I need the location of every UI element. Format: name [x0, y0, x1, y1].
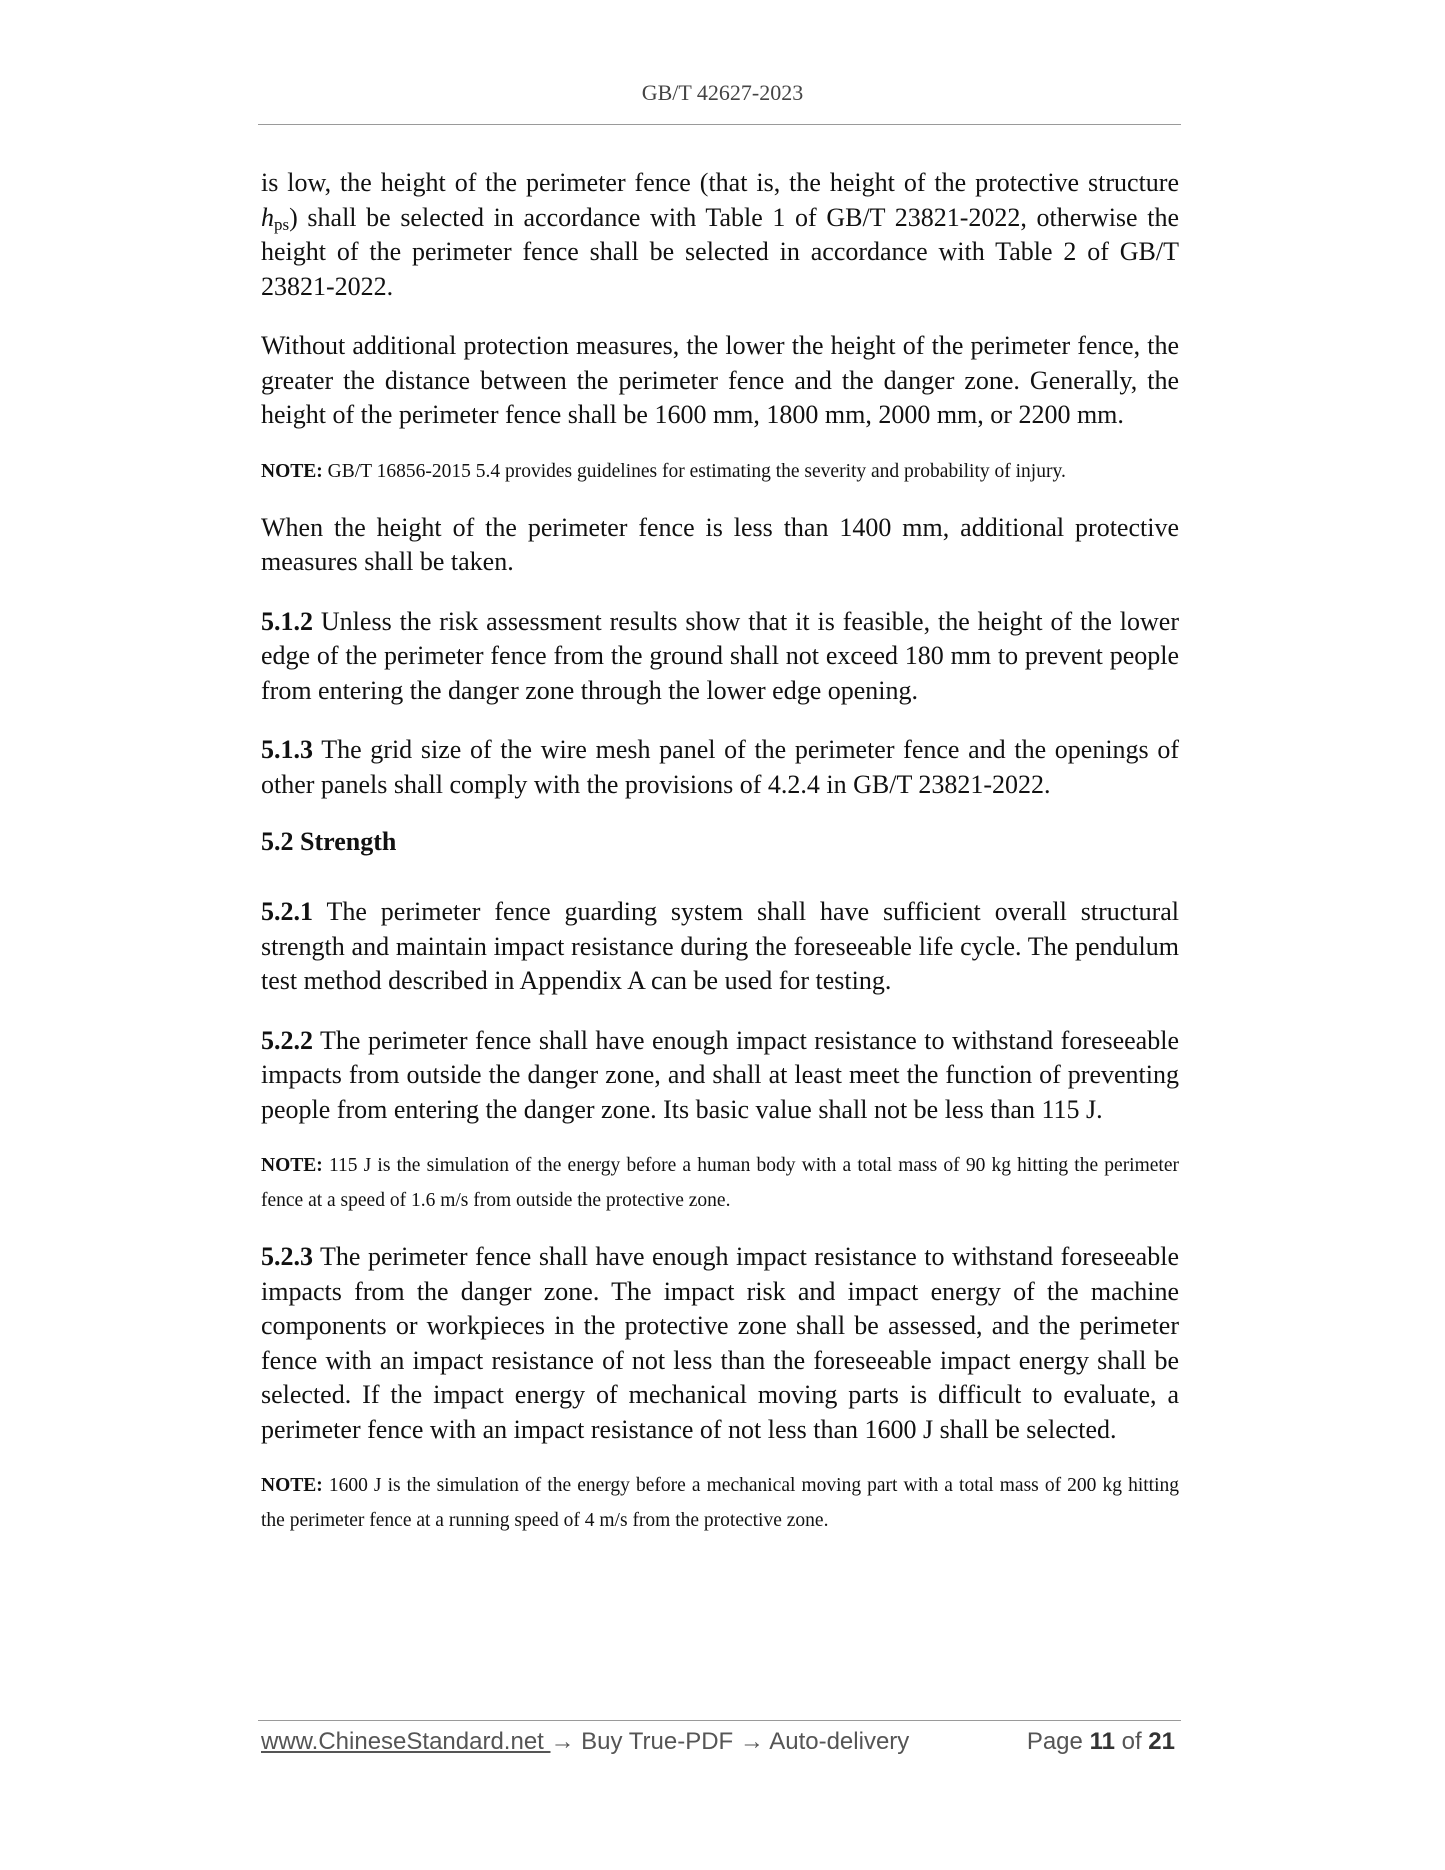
clause-5-1-2 [261, 605, 1179, 709]
paragraph-fence-height-table [261, 166, 1179, 304]
section-heading-strength: 5.2 Strength [261, 827, 397, 856]
clause-5-1-3 [261, 733, 1179, 802]
clause-number: 5.1.2 [261, 606, 313, 636]
page-of-label: of [1121, 1728, 1142, 1755]
paragraph-additional-measures: When the height of the perimeter fence is less than 1400 mm, additional protective measures shall be taken. [261, 512, 1179, 576]
page-total: 21 [1148, 1728, 1175, 1755]
clause-number: 5.2.3 [261, 1242, 313, 1271]
clause-text: The perimeter fence shall have enough impact resistance to withstand foreseeable impacts from the danger zone. The impact risk and impact energy of the machine components or workpieces in the protective zone shall be assessed, and the perimeter fence with an impact resistance of not less than the foreseeable impact energy shall be selected. If the impact energy of mechanical moving parts is difficult to evaluate, a perimeter fence with an impact resistance of not less than 1600 J shall be selected. [261, 1242, 1179, 1444]
note-injury-estimation [261, 454, 1179, 489]
note-115j [261, 1148, 1179, 1218]
page-content [261, 166, 1179, 1560]
note-label: NOTE: [261, 1155, 323, 1176]
page-label: Page [1026, 1728, 1083, 1755]
clause-5-2-3 [261, 1240, 1179, 1447]
symbol-subscript-ps: ps [274, 214, 290, 234]
clause-number: 5.1.3 [261, 735, 313, 764]
page-current: 11 [1089, 1728, 1115, 1755]
note-text: GB/T 16856-2015 5.4 provides guidelines for estimating the severity and probability of injury. [322, 460, 1066, 482]
page-indicator [1027, 1728, 1175, 1756]
paragraph-text: is low, the height of the perimeter fence (that is, the height of the protective structure [261, 168, 1179, 197]
page-footer [261, 1728, 1179, 1762]
note-1600j [261, 1468, 1179, 1538]
clause-text: The grid size of the wire mesh panel of the perimeter fence and the openings of other panels shall comply with the provisions of 4.2.4 in GB/T 23821-2022. [261, 735, 1179, 799]
document-header-title: GB/T 42627-2023 [641, 80, 804, 105]
note-text: 1600 J is the simulation of the energy before a mechanical moving part with a total mass of 200 kg hitting the perimeter fence at a running speed of 4 m/s from the protective zone. [261, 1475, 1179, 1531]
symbol-h: h [261, 202, 274, 232]
clause-number: 5.2.2 [261, 1025, 313, 1055]
clause-text: Unless the risk assessment results show that it is feasible, the height of the lower edge of the perimeter fence from the ground shall not exceed 180 mm to prevent people from entering the danger zone through the lower edge opening. [261, 606, 1179, 705]
note-text: 115 J is the simulation of the energy before a human body with a total mass of 90 kg hitting the perimeter fence at a speed of 1.6 m/s from outside the protective zone. [261, 1155, 1179, 1211]
note-label: NOTE: [261, 460, 323, 482]
footer-promo-text: → Buy True-PDF → Auto-delivery [550, 1728, 910, 1755]
clause-5-2-1 [261, 895, 1179, 999]
paragraph-text: ) shall be selected in accordance with Table 1 of GB/T 23821-2022, otherwise the height of the perimeter fence shall be selected in accordance with Table 2 of GB/T 23821-2022. [261, 202, 1179, 301]
clause-number: 5.2.1 [261, 897, 313, 926]
website-link[interactable]: www.ChineseStandard.net [261, 1728, 551, 1755]
paragraph-fence-height-values: Without additional protection measures, the lower the height of the perimeter fence, the greater the distance between the perimeter fence and the danger zone. Generally, the height of the perimeter fence shall be 1600 mm, 1800 mm, 2000 mm, or 2200 mm. [261, 331, 1179, 429]
clause-5-2-2 [261, 1024, 1179, 1128]
header-divider [258, 124, 1181, 125]
footer-promo [261, 1728, 909, 1756]
clause-text: The perimeter fence guarding system shall have sufficient overall structural strength and maintain impact resistance during the foreseeable life cycle. The pendulum test method described in Appendix A can be used for testing. [261, 897, 1179, 995]
note-label: NOTE: [261, 1475, 323, 1496]
footer-divider [258, 1720, 1181, 1721]
clause-text: The perimeter fence shall have enough impact resistance to withstand foreseeable impacts from outside the danger zone, and shall at least meet the function of preventing people from entering the danger zone. Its basic value shall not be less than 115 J. [261, 1025, 1179, 1124]
